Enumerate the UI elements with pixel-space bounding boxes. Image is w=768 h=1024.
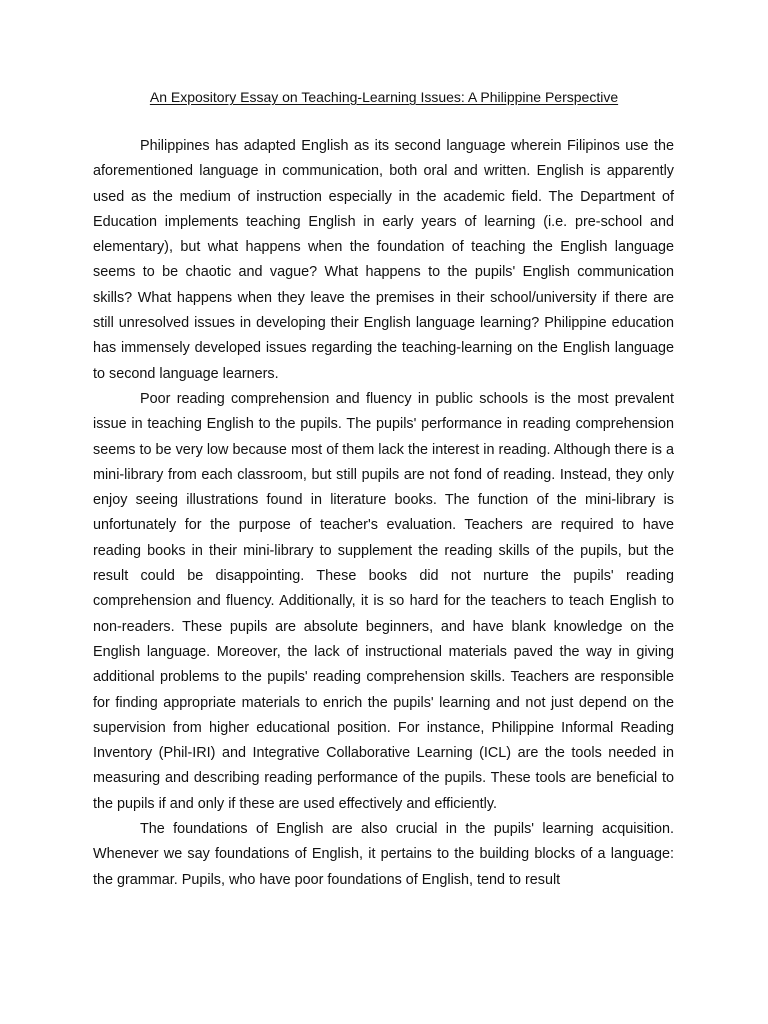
paragraph-1: Philippines has adapted English as its second language wherein Filipinos use the aforementioned language in communication, both oral and written. English is apparently used as the medium of instruction especially in the academic field. The Department of Education implements teaching English in early years of learning (i.e. pre-school and elementary), but what happens when the foundation of teaching the English language seems to be chaotic and vague? What happens to the pupils' English communication skills? What happens when they leave the premises in their school/university if there are still unresolved issues in developing their English language learning? Philippine education has immensely developed issues regarding the teaching-learning on the English language to second language learners.: [93, 138, 674, 382]
essay-body: [93, 134, 674, 893]
paragraph-3: The foundations of English are also crucial in the pupils' learning acquisition. Whenever we say foundations of English, it pertains to the building blocks of a language: the grammar. Pupils, who have poor foundations of English, tend to result: [93, 821, 674, 888]
paragraph-2: Poor reading comprehension and fluency in public schools is the most prevalent issue in teaching English to the pupils. The pupils' performance in reading comprehension seems to be very low because most of them lack the interest in reading. Although there is a mini-library from each classroom, but still pupils are not fond of reading. Instead, they only enjoy seeing illustrations found in literature books. The function of the mini-library is unfortunately for the purpose of teacher's evaluation. Teachers are required to have reading books in their mini-library to supplement the reading skills of the pupils, but the result could be disappointing. These books did not nurture the pupils' reading comprehension and fluency. Additionally, it is so hard for the teachers to teach English to non-readers. These pupils are absolute beginners, and have blank knowledge on the English language. Moreover, the lack of instructional materials paved the way in giving additional problems to the pupils' reading comprehension skills. Teachers are responsible for finding appropriate materials to enrich the pupils' learning and not just depend on the supervision from higher educational position. For instance, Philippine Informal Reading Inventory (Phil-IRI) and Integrative Collaborative Learning (ICL) are the tools needed in measuring and describing reading performance of the pupils. These tools are beneficial to the pupils if and only if these are used effectively and efficiently.: [93, 390, 674, 812]
essay-title: An Expository Essay on Teaching-Learning Issues: A Philippine Perspective: [149, 89, 619, 105]
